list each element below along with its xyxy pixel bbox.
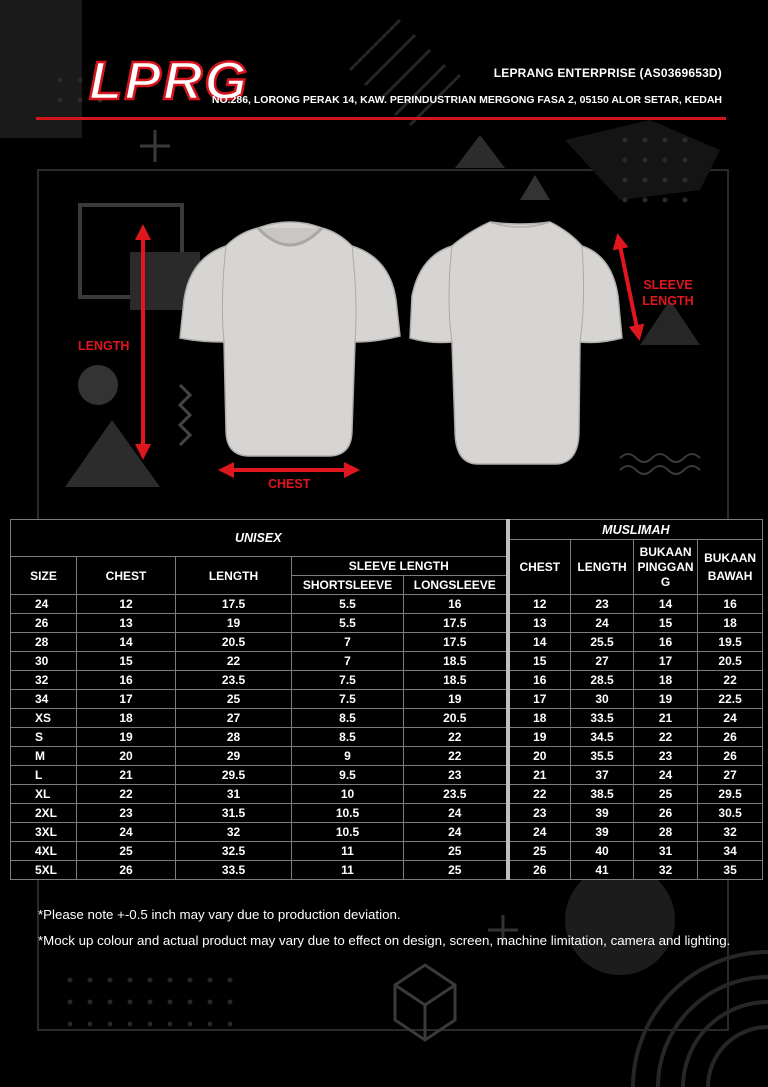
table-cell: 32 xyxy=(634,861,698,880)
table-cell: 23 xyxy=(571,595,634,614)
table-cell: 29.5 xyxy=(176,766,292,785)
table-cell: 14 xyxy=(77,633,176,652)
table-cell: 22 xyxy=(404,728,508,747)
size-chart-table xyxy=(10,519,763,880)
table-cell: 7.5 xyxy=(292,690,404,709)
table-cell: 17 xyxy=(77,690,176,709)
table-cell: 35 xyxy=(698,861,763,880)
table-cell: 20 xyxy=(77,747,176,766)
note-colour-disclaimer: *Mock up colour and actual product may vary due to effect on design, screen, machine limitation, camera and lighting. xyxy=(38,933,731,948)
table-cell: 32 xyxy=(11,671,77,690)
table-cell: 19 xyxy=(176,614,292,633)
table-cell: 16 xyxy=(404,595,508,614)
table-cell: 4XL xyxy=(11,842,77,861)
table-row xyxy=(11,766,763,785)
table-cell: 5.5 xyxy=(292,614,404,633)
tshirt-diagram xyxy=(0,0,768,520)
table-cell: 27 xyxy=(176,709,292,728)
table-cell: L xyxy=(11,766,77,785)
table-cell: 12 xyxy=(77,595,176,614)
table-cell: 23.5 xyxy=(404,785,508,804)
table-cell: 7 xyxy=(292,652,404,671)
table-cell: 31 xyxy=(634,842,698,861)
table-row xyxy=(11,785,763,804)
table-cell: 21 xyxy=(77,766,176,785)
table-cell: 16 xyxy=(634,633,698,652)
table-cell: 8.5 xyxy=(292,728,404,747)
table-cell: 29.5 xyxy=(698,785,763,804)
table-cell: 15 xyxy=(508,652,571,671)
table-cell: 26 xyxy=(634,804,698,823)
table-cell: 11 xyxy=(292,861,404,880)
table-cell: 34 xyxy=(11,690,77,709)
sleeve-length-label xyxy=(638,277,698,309)
table-row xyxy=(11,842,763,861)
table-cell: 13 xyxy=(508,614,571,633)
sleeve-label-line2: LENGTH xyxy=(642,294,694,308)
table-cell: 22.5 xyxy=(698,690,763,709)
unisex-header: UNISEX xyxy=(11,520,508,557)
table-cell: 17.5 xyxy=(404,633,508,652)
table-row xyxy=(11,709,763,728)
logo-text: LPRG xyxy=(89,54,249,106)
note-tolerance: *Please note +-0.5 inch may vary due to production deviation. xyxy=(38,907,401,922)
col-header-chest: CHEST xyxy=(77,557,176,595)
length-label: LENGTH xyxy=(78,339,130,353)
table-cell: 37 xyxy=(571,766,634,785)
table-cell: 24 xyxy=(11,595,77,614)
table-cell: 23.5 xyxy=(176,671,292,690)
table-cell: 25 xyxy=(404,861,508,880)
col-header-shortsleeve: SHORTSLEEVE xyxy=(292,576,404,595)
table-cell: 12 xyxy=(508,595,571,614)
table-cell: 34.5 xyxy=(571,728,634,747)
table-cell: 9.5 xyxy=(292,766,404,785)
col-header-m-chest: CHEST xyxy=(508,540,571,595)
table-cell: 25 xyxy=(77,842,176,861)
table-cell: 15 xyxy=(77,652,176,671)
table-cell: 19 xyxy=(508,728,571,747)
table-row xyxy=(11,652,763,671)
table-cell: 18.5 xyxy=(404,671,508,690)
table-cell: 40 xyxy=(571,842,634,861)
table-cell: XS xyxy=(11,709,77,728)
table-cell: 18 xyxy=(698,614,763,633)
table-cell: 29 xyxy=(176,747,292,766)
table-cell: 23 xyxy=(77,804,176,823)
table-row xyxy=(11,614,763,633)
table-cell: 28 xyxy=(11,633,77,652)
table-cell: 24 xyxy=(404,823,508,842)
table-cell: 20.5 xyxy=(176,633,292,652)
col-header-size: SIZE xyxy=(11,557,77,595)
table-cell: 26 xyxy=(698,728,763,747)
table-cell: 41 xyxy=(571,861,634,880)
table-cell: 7.5 xyxy=(292,671,404,690)
table-cell: 25 xyxy=(176,690,292,709)
table-cell: 23 xyxy=(404,766,508,785)
table-cell: 11 xyxy=(292,842,404,861)
table-cell: XL xyxy=(11,785,77,804)
muslimah-header: MUSLIMAH xyxy=(508,520,763,540)
table-row xyxy=(11,747,763,766)
table-cell: 20.5 xyxy=(698,652,763,671)
table-cell: 30 xyxy=(11,652,77,671)
sleeve-arrow xyxy=(619,241,638,333)
col-header-sleeve-length: SLEEVE LENGTH xyxy=(292,557,508,576)
table-cell: 26 xyxy=(77,861,176,880)
col-header-m-length: LENGTH xyxy=(571,540,634,595)
company-address: NO.286, LORONG PERAK 14, KAW. PERINDUSTRIAN MERGONG FASA 2, 05150 ALOR SETAR, KEDAH xyxy=(211,94,722,106)
col-header-bukaan-bawah: BUKAAN BAWAH xyxy=(698,540,763,595)
table-cell: 16 xyxy=(698,595,763,614)
table-cell: 32.5 xyxy=(176,842,292,861)
table-cell: 3XL xyxy=(11,823,77,842)
col-header-longsleeve: LONGSLEEVE xyxy=(404,576,508,595)
table-cell: 2XL xyxy=(11,804,77,823)
table-cell: 20 xyxy=(508,747,571,766)
table-cell: 22 xyxy=(176,652,292,671)
tshirt-front xyxy=(180,222,400,456)
table-cell: 27 xyxy=(571,652,634,671)
table-cell: 26 xyxy=(508,861,571,880)
table-cell: S xyxy=(11,728,77,747)
table-cell: 24 xyxy=(698,709,763,728)
table-cell: 33.5 xyxy=(176,861,292,880)
table-cell: 7 xyxy=(292,633,404,652)
table-cell: 5XL xyxy=(11,861,77,880)
table-cell: 27 xyxy=(698,766,763,785)
table-cell: 32 xyxy=(698,823,763,842)
sleeve-label-line1: SLEEVE xyxy=(643,278,693,292)
table-cell: 25 xyxy=(508,842,571,861)
table-cell: 8.5 xyxy=(292,709,404,728)
table-cell: 17 xyxy=(508,690,571,709)
table-cell: 39 xyxy=(571,823,634,842)
table-cell: 31.5 xyxy=(176,804,292,823)
table-row xyxy=(11,633,763,652)
table-cell: 20.5 xyxy=(404,709,508,728)
table-cell: 21 xyxy=(634,709,698,728)
table-cell: 22 xyxy=(634,728,698,747)
table-cell: 10.5 xyxy=(292,804,404,823)
table-cell: 19.5 xyxy=(698,633,763,652)
table-cell: 19 xyxy=(634,690,698,709)
table-cell: 26 xyxy=(698,747,763,766)
chest-label: CHEST xyxy=(268,477,311,491)
table-cell: 24 xyxy=(508,823,571,842)
table-row xyxy=(11,595,763,614)
table-cell: 14 xyxy=(634,595,698,614)
table-cell: 22 xyxy=(508,785,571,804)
table-cell: 26 xyxy=(11,614,77,633)
table-cell: 18 xyxy=(508,709,571,728)
table-cell: 9 xyxy=(292,747,404,766)
table-cell: 16 xyxy=(508,671,571,690)
table-cell: 21 xyxy=(508,766,571,785)
table-cell: 24 xyxy=(634,766,698,785)
table-cell: 32 xyxy=(176,823,292,842)
table-cell: 24 xyxy=(571,614,634,633)
tshirt-back xyxy=(410,222,622,464)
table-cell: 18.5 xyxy=(404,652,508,671)
table-cell: 19 xyxy=(404,690,508,709)
table-cell: 17.5 xyxy=(176,595,292,614)
table-cell: 10.5 xyxy=(292,823,404,842)
table-row xyxy=(11,690,763,709)
table-cell: 24 xyxy=(404,804,508,823)
table-cell: 25.5 xyxy=(571,633,634,652)
table-cell: 17.5 xyxy=(404,614,508,633)
table-cell: 16 xyxy=(77,671,176,690)
company-name: LEPRANG ENTERPRISE (AS0369653D) xyxy=(493,66,722,80)
table-cell: 23 xyxy=(508,804,571,823)
table-cell: 18 xyxy=(634,671,698,690)
table-cell: 28 xyxy=(634,823,698,842)
table-cell: 19 xyxy=(77,728,176,747)
table-cell: 28 xyxy=(176,728,292,747)
table-cell: 22 xyxy=(404,747,508,766)
table-cell: 25 xyxy=(634,785,698,804)
table-cell: 39 xyxy=(571,804,634,823)
table-row xyxy=(11,728,763,747)
table-cell: 17 xyxy=(634,652,698,671)
table-cell: 15 xyxy=(634,614,698,633)
table-row xyxy=(11,671,763,690)
table-cell: 18 xyxy=(77,709,176,728)
table-cell: 34 xyxy=(698,842,763,861)
table-cell: 24 xyxy=(77,823,176,842)
table-cell: 25 xyxy=(404,842,508,861)
table-cell: 14 xyxy=(508,633,571,652)
table-cell: 28.5 xyxy=(571,671,634,690)
table-row xyxy=(11,804,763,823)
table-cell: 5.5 xyxy=(292,595,404,614)
col-header-bukaan-pinggang: BUKAAN PINGGAN G xyxy=(634,540,698,595)
table-cell: 31 xyxy=(176,785,292,804)
table-cell: 10 xyxy=(292,785,404,804)
table-cell: 23 xyxy=(634,747,698,766)
table-row xyxy=(11,823,763,842)
table-cell: M xyxy=(11,747,77,766)
table-cell: 22 xyxy=(77,785,176,804)
table-cell: 22 xyxy=(698,671,763,690)
col-header-length: LENGTH xyxy=(176,557,292,595)
table-cell: 30.5 xyxy=(698,804,763,823)
table-row xyxy=(11,861,763,880)
table-cell: 30 xyxy=(571,690,634,709)
table-cell: 35.5 xyxy=(571,747,634,766)
table-cell: 38.5 xyxy=(571,785,634,804)
table-cell: 13 xyxy=(77,614,176,633)
table-cell: 33.5 xyxy=(571,709,634,728)
